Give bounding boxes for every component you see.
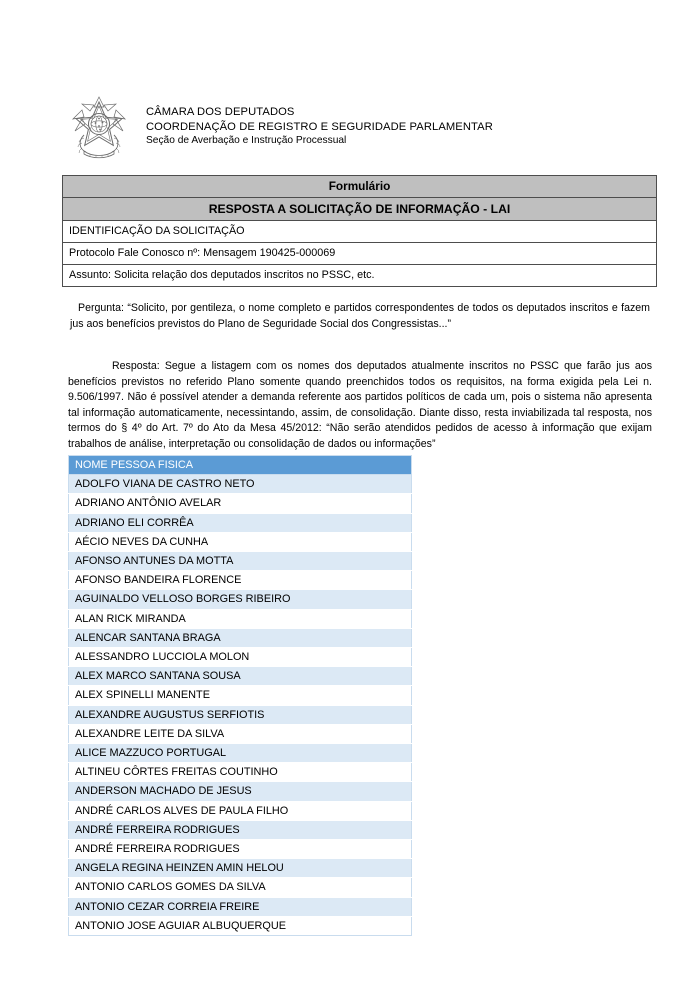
deputy-name-cell: ADRIANO ELI CORRÊA	[69, 513, 412, 532]
deputy-name-cell: ALICE MAZZUCO PORTUGAL	[69, 744, 412, 763]
deputy-name-cell: ALTINEU CÔRTES FREITAS COUTINHO	[69, 763, 412, 782]
table-row	[69, 532, 412, 551]
table-row	[69, 705, 412, 724]
table-row	[69, 686, 412, 705]
table-row	[69, 744, 412, 763]
table-row	[69, 590, 412, 609]
brazil-coat-of-arms-icon	[70, 93, 128, 159]
identification-row	[63, 221, 657, 243]
deputy-name-cell: ADRIANO ANTÔNIO AVELAR	[69, 494, 412, 513]
table-row	[69, 475, 412, 494]
table-row	[69, 897, 412, 916]
identification-label: IDENTIFICAÇÃO DA SOLICITAÇÃO	[63, 221, 657, 243]
deputies-names-table	[68, 455, 412, 936]
deputy-name-cell: ANDRÉ FERREIRA RODRIGUES	[69, 840, 412, 859]
table-row	[69, 820, 412, 839]
names-table-body	[69, 456, 412, 936]
table-row	[69, 724, 412, 743]
deputy-name-cell: AGUINALDO VELLOSO BORGES RIBEIRO	[69, 590, 412, 609]
deputy-name-cell: AÉCIO NEVES DA CUNHA	[69, 532, 412, 551]
deputy-name-cell: ANTONIO CARLOS GOMES DA SILVA	[69, 878, 412, 897]
table-row	[69, 609, 412, 628]
table-row	[69, 513, 412, 532]
organization-name: CÂMARA DOS DEPUTADOS	[146, 106, 295, 118]
department-name: COORDENAÇÃO DE REGISTRO E SEGURIDADE PARLAMENTAR	[146, 120, 493, 133]
deputy-name-cell: ALENCAR SANTANA BRAGA	[69, 628, 412, 647]
deputy-name-cell: ANDRÉ CARLOS ALVES DE PAULA FILHO	[69, 801, 412, 820]
section-name: Seção de Averbação e Instrução Processual	[146, 135, 347, 146]
deputy-name-cell: ANDRÉ FERREIRA RODRIGUES	[69, 820, 412, 839]
subject-row	[63, 265, 657, 287]
deputy-name-cell: AFONSO ANTUNES DA MOTTA	[69, 552, 412, 571]
table-row	[69, 801, 412, 820]
deputy-name-cell: ALAN RICK MIRANDA	[69, 609, 412, 628]
form-header-table	[62, 175, 657, 287]
deputy-name-cell: ALEX MARCO SANTANA SOUSA	[69, 667, 412, 686]
table-row	[69, 552, 412, 571]
letterhead-text	[146, 93, 493, 149]
question-paragraph: Pergunta: “Solicito, por gentileza, o nome completo e partidos correspondentes de todos os deputados inscritos e fazem jus aos benefícios previstos do Plano de Seguridade Social dos Congressistas...”	[70, 302, 650, 330]
table-row	[69, 494, 412, 513]
form-title: Formulário	[63, 176, 657, 198]
form-title-row	[63, 176, 657, 198]
table-row	[69, 859, 412, 878]
table-row	[69, 571, 412, 590]
deputy-name-cell: ALEXANDRE LEITE DA SILVA	[69, 724, 412, 743]
deputy-name-cell: ADOLFO VIANA DE CASTRO NETO	[69, 475, 412, 494]
table-row	[69, 667, 412, 686]
form-subtitle-row	[63, 198, 657, 221]
protocol-row	[63, 243, 657, 265]
deputy-name-cell: ANDERSON MACHADO DE JESUS	[69, 782, 412, 801]
deputy-name-cell: ALESSANDRO LUCCIOLA MOLON	[69, 648, 412, 667]
form-subtitle: RESPOSTA A SOLICITAÇÃO DE INFORMAÇÃO - LAI	[63, 198, 657, 221]
deputy-name-cell: ANTONIO CEZAR CORREIA FREIRE	[69, 897, 412, 916]
protocol-number: Protocolo Fale Conosco nº: Mensagem 190425-000069	[63, 243, 657, 265]
names-table-header-row	[69, 456, 412, 475]
table-row	[69, 648, 412, 667]
letterhead	[70, 93, 650, 159]
table-row	[69, 782, 412, 801]
column-header-name: NOME PESSOA FISICA	[69, 456, 412, 475]
table-row	[69, 840, 412, 859]
table-row	[69, 763, 412, 782]
deputy-name-cell: ALEX SPINELLI MANENTE	[69, 686, 412, 705]
table-row	[69, 916, 412, 935]
deputy-name-cell: ANGELA REGINA HEINZEN AMIN HELOU	[69, 859, 412, 878]
table-row	[69, 628, 412, 647]
answer-paragraph: Resposta: Segue a listagem com os nomes dos deputados atualmente inscritos no PSSC que farão jus aos benefícios previstos no referido Plano somente quando preenchidos todos os requisitos, na forma exigida pela Lei n. 9.506/1997. Não é possível atender a demanda referente aos partidos políticos de cada um, pois o sistema não apresenta tal informação automaticamente, necessintando, assim, de consolidação. Diante disso, resta inviabilizada tal resposta, nos termos do § 4º do Art. 7º do Ato da Mesa 45/2012: “Não serão atendidos pedidos de acesso à informação que exijam trabalhos de análise, interpretação ou consolidação de dados ou informações”	[68, 360, 652, 450]
deputy-name-cell: AFONSO BANDEIRA FLORENCE	[69, 571, 412, 590]
table-row	[69, 878, 412, 897]
deputy-name-cell: ANTONIO JOSE AGUIAR ALBUQUERQUE	[69, 916, 412, 935]
subject-line: Assunto: Solicita relação dos deputados inscritos no PSSC, etc.	[63, 265, 657, 287]
deputy-name-cell: ALEXANDRE AUGUSTUS SERFIOTIS	[69, 705, 412, 724]
